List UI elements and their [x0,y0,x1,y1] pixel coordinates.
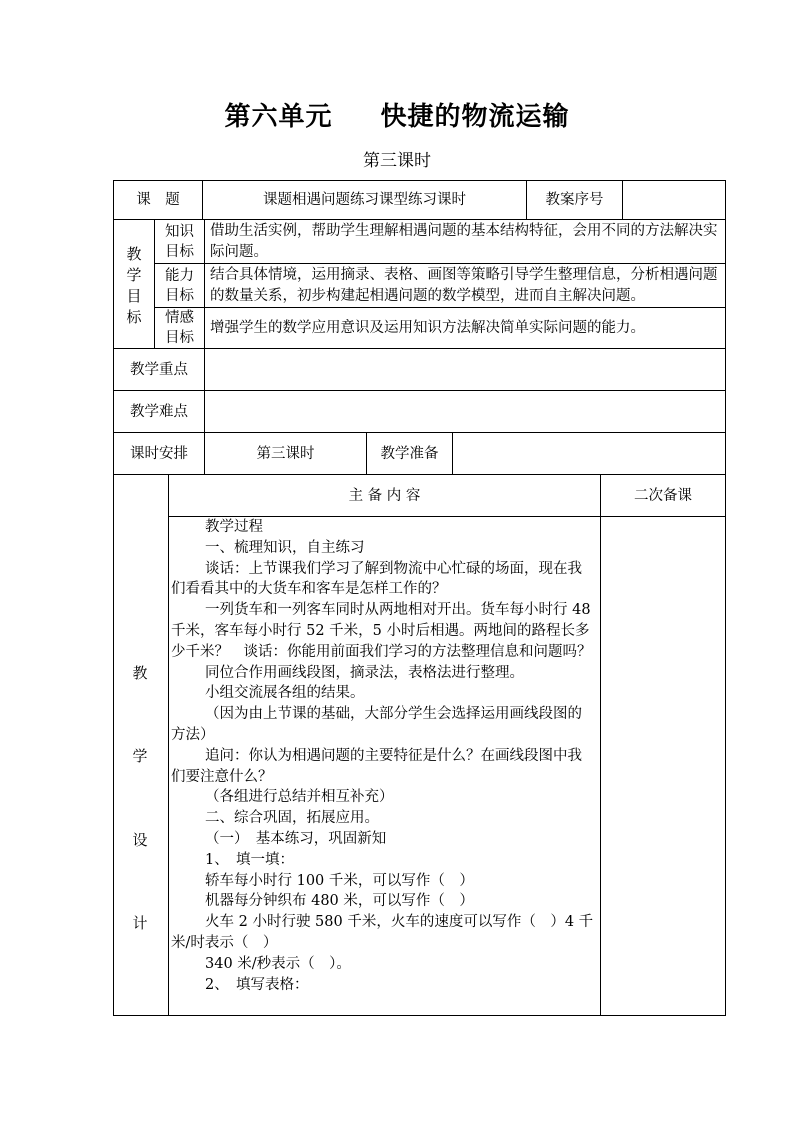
main-content-header: 主 备 内 容 [348,487,421,504]
topic-value: 课题相遇问题练习课型练习课时 [263,192,466,208]
process-line: 二、综合巩固，拓展应用。 [205,810,379,827]
difficulties-label: 教学难点 [130,403,188,420]
emotion-goal-text: 增强学生的数学应用意识及运用知识方法解决简单实际问题的能力。 [210,320,645,336]
prep-value [453,433,725,474]
process-line: 340 米/秒表示（ ）。 [205,955,351,972]
schedule-value: 第三课时 [256,445,315,462]
design-char-3: 设 [132,831,148,849]
goals-label: 教 学 目 标 [126,245,142,326]
process-line: 谈话：上节课我们学习了解到物流中心忙碌的场面，现在我们看看其中的大货车和客车是怎样工作的？ [171,560,582,598]
knowledge-goal-label: 知识 目标 [165,223,194,260]
process-line: 一、梳理知识，自主练习 [205,539,365,556]
process-line: 2、 填写表格： [205,976,309,993]
unit-title: 快捷的物流运输 [380,102,570,132]
difficulties-value [205,391,725,432]
process-line: 火车 2 小时行驶 580 千米，火车的速度可以写作（ ）4 千米/时表示（ ） [171,914,594,951]
topic-label: 课 题 [136,192,180,208]
process-line: 一列货车和一列客车同时从两地相对开出。货车每小时行 48 千米，客车每小时行 52 千米，5 小时后相遇。两地间的路程长多少千米？ 谈话：你能用前面我们学习的方法整理信息和问题吗？ [171,602,592,660]
design-char-1: 教 [132,664,148,682]
design-char-4: 计 [132,914,148,932]
lesson-subtitle: 第三课时 [363,151,431,171]
secondary-prep-header: 二次备课 [634,487,692,504]
prep-label: 教学准备 [380,445,439,462]
process-line: 1、 填一填： [205,851,294,868]
ability-goal-label: 能力 目标 [165,267,194,304]
process-line: 同位合作用画线段图，摘录法，表格法进行整理。 [205,664,524,681]
process-line: （一） 基本练习，巩固新知 [205,830,387,847]
ability-goal-text: 结合具体情境，运用摘录、表格、画图等策略引导学生整理信息，分析相遇问题的数量关系，初步构建起相遇问题的数学模型，进而自主解决问题。 [210,267,718,304]
process-line: 教学过程 [205,519,263,535]
unit-label: 第六单元 [224,102,333,132]
knowledge-goal-text: 借助生活实例，帮助学生理解相遇问题的基本结构特征，会用不同的方法解决实际问题。 [210,223,718,260]
process-line: 小组交流展各组的结果。 [205,685,365,702]
teaching-process [171,517,595,995]
document-title [0,96,794,133]
emotion-goal-label: 情感 目标 [165,310,194,346]
process-line: （各组进行总结并相互补充） [205,789,394,806]
schedule-label: 课时安排 [130,445,188,462]
plan-number-label: 教案序号 [545,192,604,208]
plan-number-value [623,181,725,219]
process-line: 追问：你认为相遇问题的主要特征是什么？在画线段图中我们要注意什么？ [171,747,582,785]
process-line: （因为由上节课的基础，大部分学生会选择运用画线段图的方法） [171,706,582,743]
design-char-2: 学 [132,747,148,765]
key-points-value [205,349,725,390]
process-line: 机器每分钟织布 480 米，可以写作（ ） [205,893,474,910]
process-line: 轿车每小时行 100 千米，可以写作（ ） [205,872,474,889]
key-points-label: 教学重点 [130,361,188,378]
